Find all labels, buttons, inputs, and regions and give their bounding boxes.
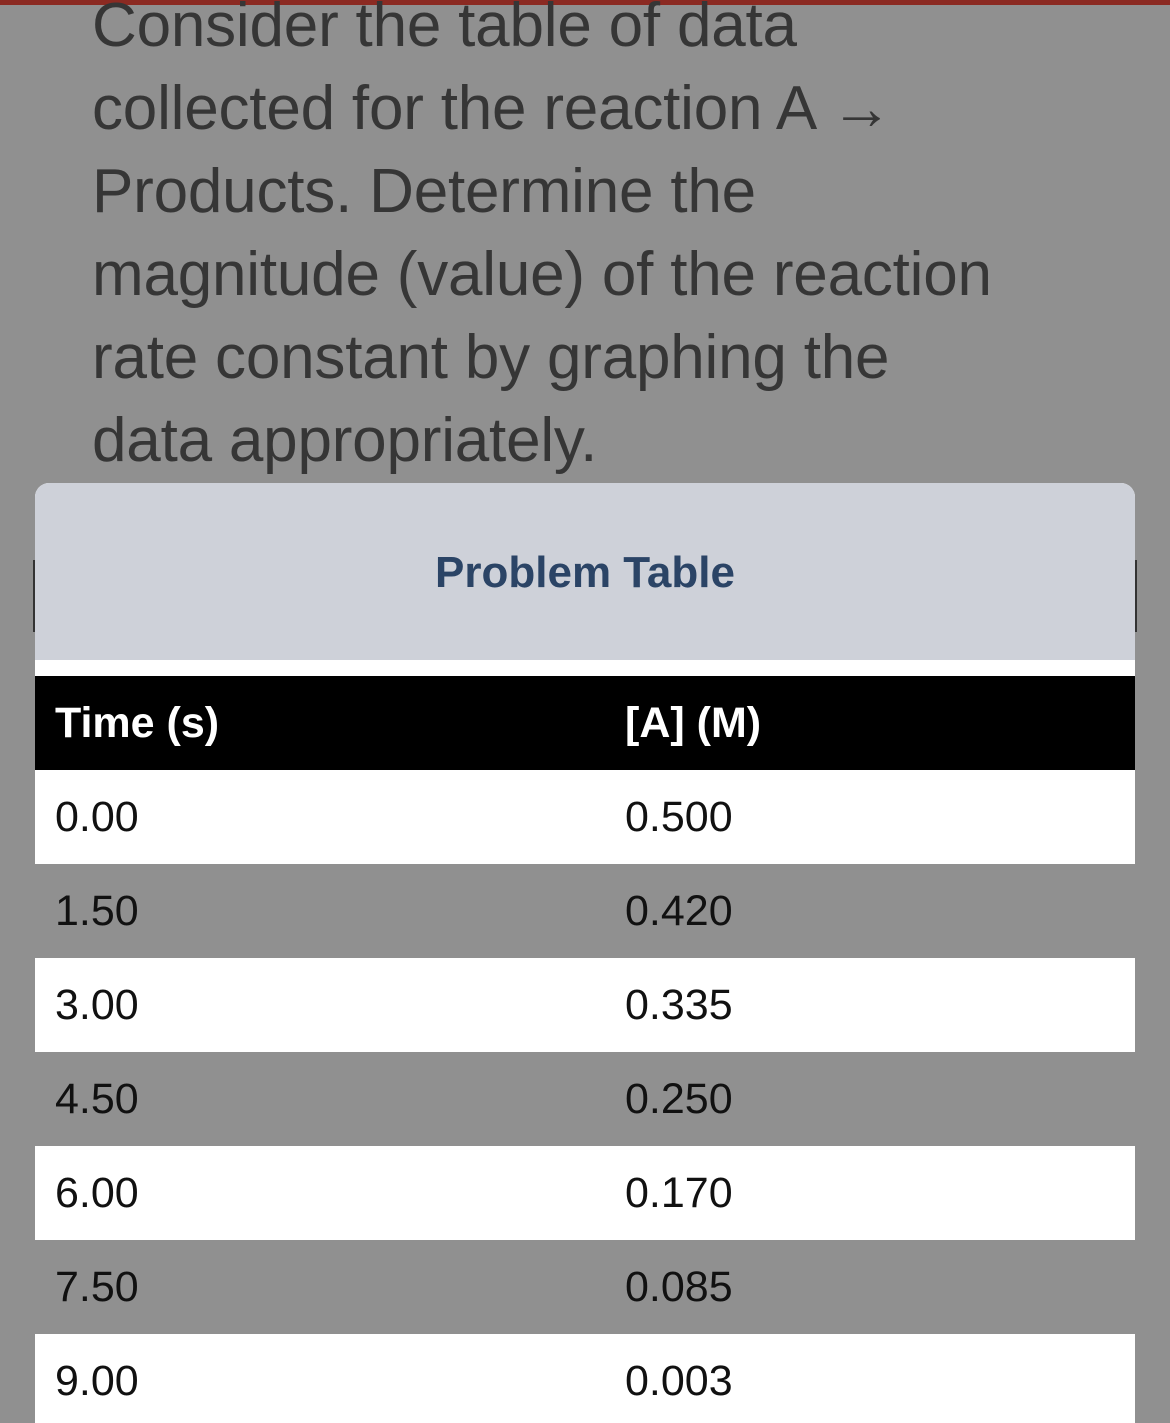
table-row (35, 1052, 1135, 1146)
concentration-cell: 0.420 (605, 864, 1135, 958)
table-row (35, 864, 1135, 958)
question-line: magnitude (value) of the reaction (92, 240, 992, 309)
time-cell: 3.00 (35, 958, 605, 1052)
question-text (92, 0, 1122, 482)
table-row (35, 770, 1135, 864)
table-row (35, 1334, 1135, 1423)
table-row (35, 958, 1135, 1052)
question-line: Consider the table of data (92, 0, 797, 60)
column-header-time: Time (s) (35, 676, 605, 770)
panel-title: Problem Table (435, 547, 735, 597)
concentration-cell: 0.250 (605, 1052, 1135, 1146)
header-divider (35, 660, 1135, 676)
concentration-cell: 0.335 (605, 958, 1135, 1052)
time-cell: 4.50 (35, 1052, 605, 1146)
question-line: data appropriately. (92, 406, 598, 475)
time-cell: 7.50 (35, 1240, 605, 1334)
concentration-cell: 0.170 (605, 1146, 1135, 1240)
question-line: rate constant by graphing the (92, 323, 890, 392)
concentration-cell: 0.003 (605, 1334, 1135, 1423)
concentration-cell: 0.500 (605, 770, 1135, 864)
time-cell: 9.00 (35, 1334, 605, 1423)
time-cell: 0.00 (35, 770, 605, 864)
data-table (35, 676, 1135, 1423)
column-header-concentration: [A] (M) (605, 676, 1135, 770)
table-row (35, 1146, 1135, 1240)
table-row (35, 1240, 1135, 1334)
concentration-cell: 0.085 (605, 1240, 1135, 1334)
time-cell: 6.00 (35, 1146, 605, 1240)
question-line: Products. Determine the (92, 157, 756, 226)
table-header-row (35, 676, 1135, 770)
problem-table-panel (35, 483, 1135, 1423)
question-line: collected for the reaction A → (92, 74, 893, 143)
time-cell: 1.50 (35, 864, 605, 958)
panel-header (35, 483, 1135, 660)
